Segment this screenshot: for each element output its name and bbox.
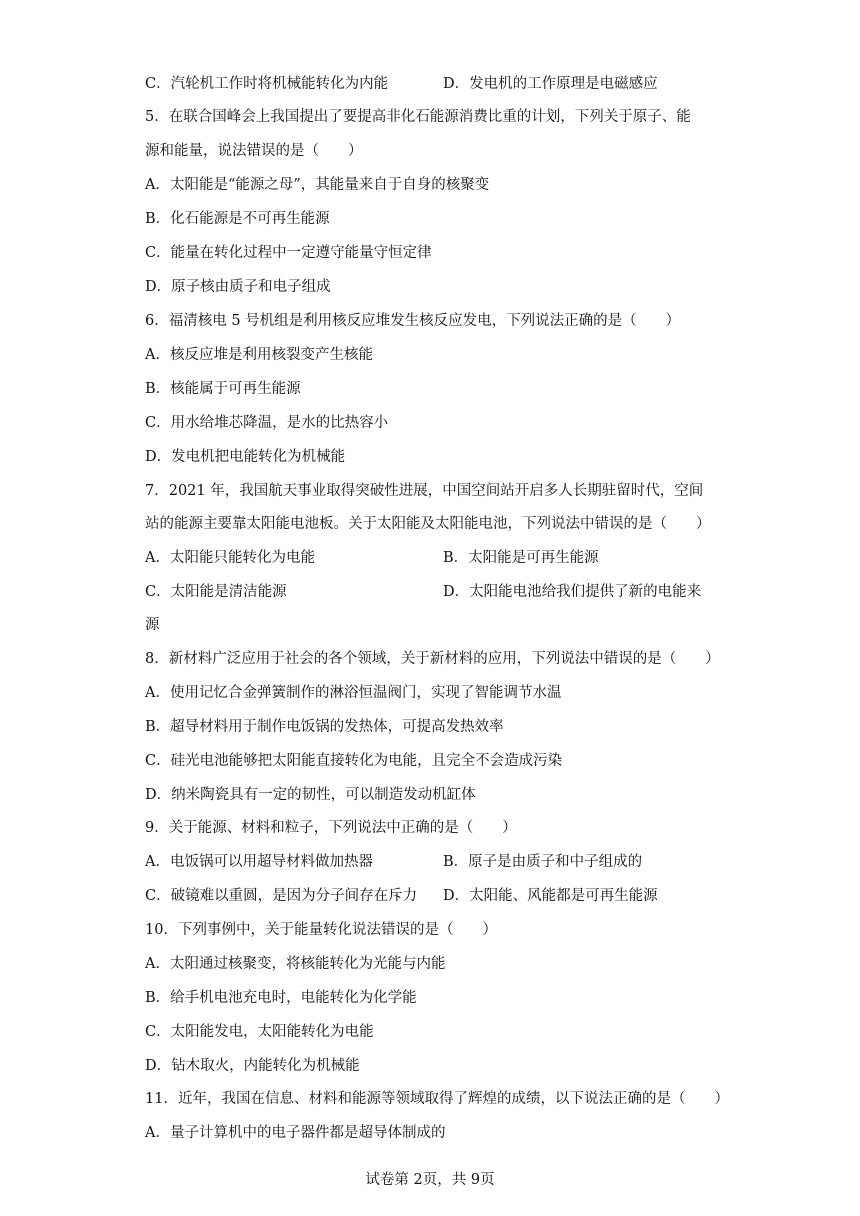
q10-option-a: A．太阳通过核聚变，将核能转化为光能与内能 — [145, 956, 446, 972]
q10-stem: 10．下列事例中，关于能量转化说法错误的是（ ） — [145, 922, 497, 938]
q6-option-a: A．核反应堆是利用核裂变产生核能 — [145, 347, 373, 363]
q7-stem-line1: 7．2021 年，我国航天事业取得突破性进展，中国空间站开启多人长期驻留时代，空间 — [145, 483, 704, 499]
q9-option-b: B．原子是由质子和中子组成的 — [443, 854, 643, 870]
q5-option-b: B．化石能源是不可再生能源 — [145, 211, 330, 227]
q7-option-b: B．太阳能是可再生能源 — [443, 550, 599, 566]
q6-option-b: B．核能属于可再生能源 — [145, 381, 301, 397]
page-footer: 试卷第 2页，共 9页 — [365, 1172, 495, 1188]
q7-option-c: C．太阳能是清洁能源 — [145, 584, 287, 600]
q5-option-c: C．能量在转化过程中一定遵守能量守恒定律 — [145, 245, 432, 261]
q8-option-d: D．纳米陶瓷具有一定的韧性，可以制造发动机缸体 — [145, 787, 476, 803]
q6-option-c: C．用水给堆芯降温，是水的比热容小 — [145, 415, 389, 431]
q8-option-c: C．硅光电池能够把太阳能直接转化为电能，且完全不会造成污染 — [145, 753, 563, 769]
q4-option-d: D．发电机的工作原理是电磁感应 — [443, 76, 658, 92]
q8-option-a: A．使用记忆合金弹簧制作的淋浴恒温阀门，实现了智能调节水温 — [145, 685, 562, 701]
q7-option-a: A．太阳能只能转化为电能 — [145, 550, 315, 566]
q5-option-a: A．太阳能是“能源之母”，其能量来自于自身的核聚变 — [145, 177, 490, 193]
q10-option-b: B．给手机电池充电时，电能转化为化学能 — [145, 990, 417, 1006]
q8-option-b: B．超导材料用于制作电饭锅的发热体，可提高发热效率 — [145, 719, 504, 735]
q5-stem-line1: 5．在联合国峰会上我国提出了要提高非化石能源消费比重的计划，下列关于原子、能 — [145, 109, 691, 125]
q11-option-a: A．量子计算机中的电子器件都是超导体制成的 — [145, 1125, 446, 1141]
q11-stem: 11．近年，我国在信息、材料和能源等领域取得了辉煌的成绩，以下说法正确的是（ ） — [145, 1091, 729, 1107]
q9-option-d: D．太阳能、风能都是可再生能源 — [443, 888, 658, 904]
q7-stem-line2: 站的能源主要靠太阳能电池板。关于太阳能及太阳能电池，下列说法中错误的是（ ） — [145, 516, 711, 532]
q6-stem: 6．福清核电 5 号机组是利用核反应堆发生核反应发电，下列说法正确的是（ ） — [145, 313, 681, 329]
q9-option-c: C．破镜难以重圆，是因为分子间存在斥力 — [145, 888, 418, 904]
q5-option-d: D．原子核由质子和电子组成 — [145, 279, 331, 295]
q9-option-a: A．电饭锅可以用超导材料做加热器 — [145, 854, 373, 870]
q7-option-d: D．太阳能电池给我们提供了新的电能来 — [443, 584, 702, 600]
q10-option-d: D．钻木取火，内能转化为机械能 — [145, 1058, 360, 1074]
q8-stem: 8．新材料广泛应用于社会的各个领域，关于新材料的应用，下列说法中错误的是（ ） — [145, 651, 720, 667]
q10-option-c: C．太阳能发电，太阳能转化为电能 — [145, 1024, 374, 1040]
q9-stem: 9．关于能源、材料和粒子，下列说法中正确的是（ ） — [145, 820, 517, 836]
q5-stem-line2: 源和能量，说法错误的是（ ） — [145, 143, 363, 159]
q4-option-c: C．汽轮机工作时将机械能转化为内能 — [145, 76, 389, 92]
q7-option-d-wrap: 源 — [145, 617, 160, 633]
q6-option-d: D．发电机把电能转化为机械能 — [145, 449, 346, 465]
